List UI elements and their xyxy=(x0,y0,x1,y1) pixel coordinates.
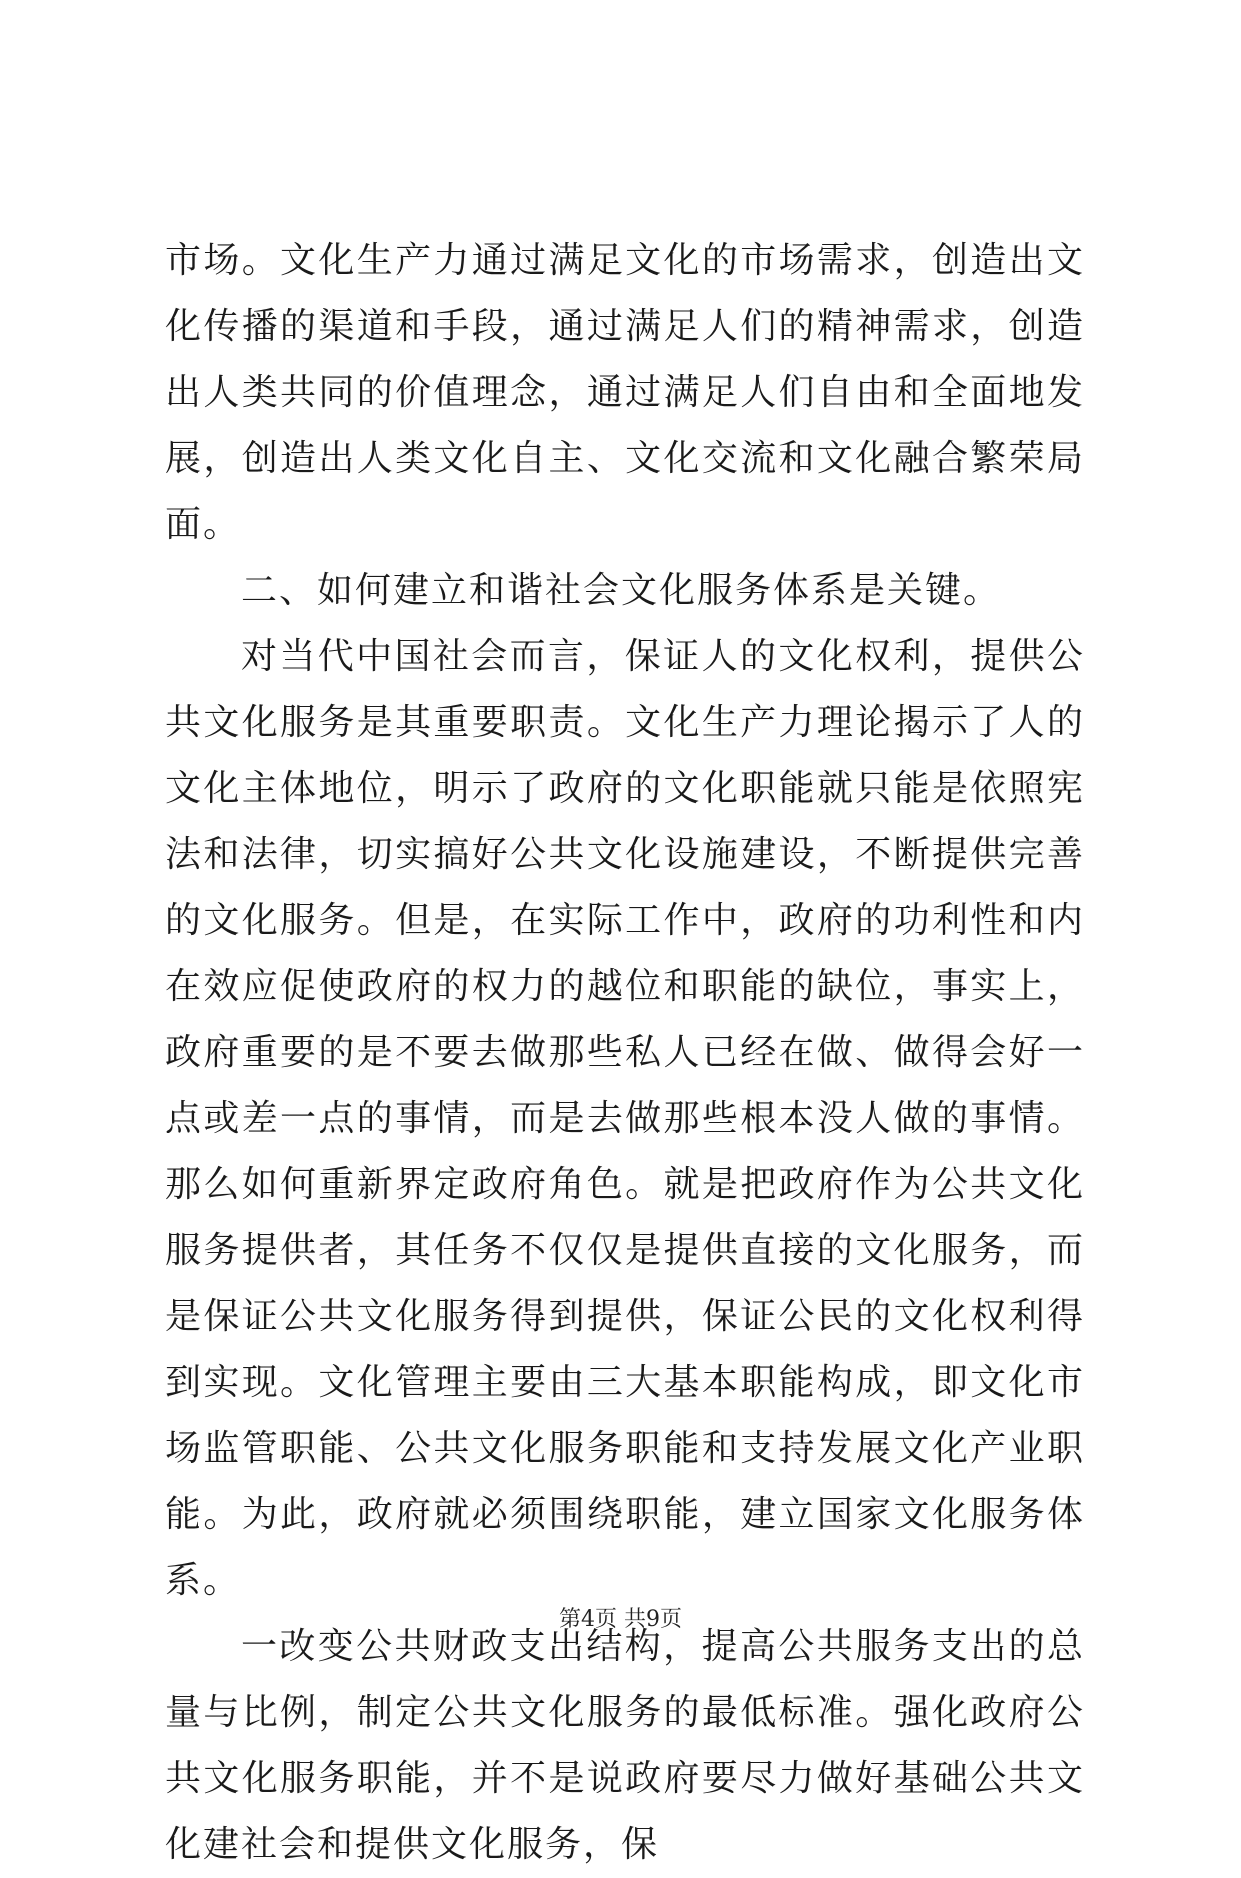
paragraph-public-finance: 一改变公共财政支出结构，提高公共服务支出的总量与比例，制定公共文化服务的最低标准。强化政府公共文化服务职能，并不是说政府要尽力做好基础公共文化建社会和提供文化服务，保 xyxy=(165,1626,1085,1865)
section-heading-two: 二、如何建立和谐社会文化服务体系是关键。 xyxy=(241,570,1002,611)
page-number-footer: 第4页 共9页 xyxy=(559,1607,682,1632)
paragraph-government-role: 对当代中国社会而言，保证人的文化权利，提供公共文化服务是其重要职责。文化生产力理论揭示了人的文化主体地位，明示了政府的文化职能就只能是依照宪法和法律，切实搞好公共文化设施建设，不断提供完善的文化服务。但是，在实际工作中，政府的功利性和内在效应促使政府的权力的越位和职能的缺位，事实上，政府重要的是不要去做那些私人已经在做、做得会好一点或差一点的事情，而是去做那些根本没人做的事情。那么如何重新界定政府角色。就是把政府作为公共文化服务提供者，其任务不仅仅是提供直接的文化服务，而是保证公共文化服务得到提供，保证公民的文化权利得到实现。文化管理主要由三大基本职能构成，即文化市场监管职能、公共文化服务职能和支持发展文化产业职能。为此，政府就必须围绕职能，建立国家文化服务体系。 xyxy=(165,636,1085,1601)
paragraph-market-culture: 市场。文化生产力通过满足文化的市场需求，创造出文化传播的渠道和手段，通过满足人们的精神需求，创造出人类共同的价值理念，通过满足人们自由和全面地发展，创造出人类文化自主、文化交流和文化融合繁荣局面。 xyxy=(165,240,1085,545)
